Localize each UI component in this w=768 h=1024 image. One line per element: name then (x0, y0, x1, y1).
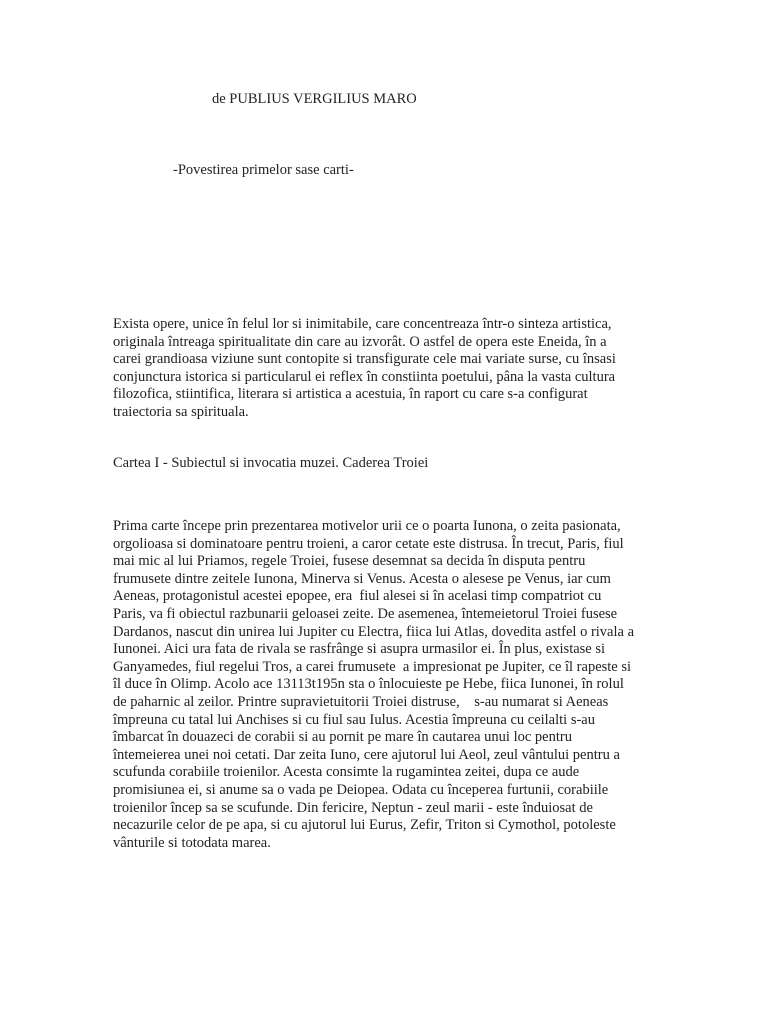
body-line: Iunonei. Aici ura fata de rivala se rasfrânge si asupra urmasilor ei. În plus, existase si (113, 641, 606, 658)
body-line: îl duce în Olimp. Acolo ace 13113t195n sta o înlocuieste pe Hebe, fiica Iunonei, în rolul (113, 676, 624, 693)
author-line: de PUBLIUS VERGILIUS MARO (212, 91, 417, 107)
body-line: necazurile celor de pe apa, si cu ajutorul lui Eurus, Zefir, Triton si Cymothol, potoleste (113, 817, 616, 834)
intro-line: Exista opere, unice în felul lor si inimitabile, care concentreaza într-o sinteza artistica, (113, 316, 612, 332)
body-line: Dardanos, nascut din unirea lui Jupiter cu Electra, fiica lui Atlas, dovedita astfel o rivala a (113, 623, 635, 640)
body-line: Ganyamedes, fiul regelui Tros, a carei frumusete a impresionat pe Jupiter, ce îl rapeste si (113, 658, 632, 675)
body-line: orgolioasa si dominatoare pentru troieni, a caror cetate este distrusa. În trecut, Paris, fiul (113, 535, 624, 552)
body-line: frumusete dintre zeitele Iunona, Minerva si Venus. Acesta o alesese pe Venus, iar cum (113, 570, 611, 587)
intro-line: carei grandioasa viziune sunt contopite si transfigurate cele mai variate surse, cu însasi (113, 351, 616, 368)
body-line: împreuna cu tatal lui Anchises si cu fiul sau Iulus. Acestia împreuna cu ceilalti s-au (113, 711, 595, 728)
intro-line: originala întreaga spiritualitate din care au izvorât. O astfel de opera este Eneida, în a (113, 333, 607, 350)
chapter-heading: Cartea I - Subiectul si invocatia muzei. Caderea Troiei (113, 455, 429, 471)
chapter-body-paragraph (113, 518, 634, 852)
intro-paragraph (113, 316, 616, 422)
body-line: promisiunea ei, si anume sa o vada pe Deiopea. Odata cu începerea furtunii, corabiile (113, 781, 609, 798)
body-line: Aeneas, protagonistul acestei epopee, era fiul alesei si în acelasi timp compatriot cu (113, 588, 602, 605)
body-line: Paris, va fi obiectul razbunarii geloasei zeite. De asemenea, întemeietorul Troiei fusese (113, 605, 618, 622)
body-line: Prima carte începe prin prezentarea motivelor urii ce o poarta Iunona, o zeita pasionata, (113, 518, 621, 534)
body-line: îmbarcat în douazeci de corabii si au pornit pe mare în cautarea unui loc pentru (113, 729, 572, 746)
body-line: mai mic al lui Priamos, regele Troiei, fusese desemnat sa decida în disputa pentru (113, 553, 586, 570)
intro-line: conjunctura istorica si particularul ei reflex în constiinta poetului, pâna la vasta cultura (113, 368, 616, 385)
intro-line: filozofica, stiintifica, literara si artistica a acestuia, în raport cu care s-a configurat (113, 386, 588, 403)
body-line: troienilor încep sa se scufunde. Din fericire, Neptun - zeul marii - este înduiosat de (113, 799, 593, 816)
body-line: întemeierea unei noi cetati. Dar zeita Iuno, cere ajutorul lui Aeol, zeul vântului pentru a (113, 746, 620, 763)
body-line: scufunda corabiile troienilor. Acesta consimte la rugamintea zeitei, dupa ce aude (113, 764, 580, 781)
body-line: vânturile si totodata marea. (113, 834, 271, 851)
intro-line: traiectoria sa spirituala. (113, 403, 249, 420)
body-line: de paharnic al zeilor. Printre supravietuitorii Troiei distruse, s-au numarat si Aeneas (113, 693, 609, 710)
work-subtitle: -Povestirea primelor sase carti- (173, 162, 354, 178)
